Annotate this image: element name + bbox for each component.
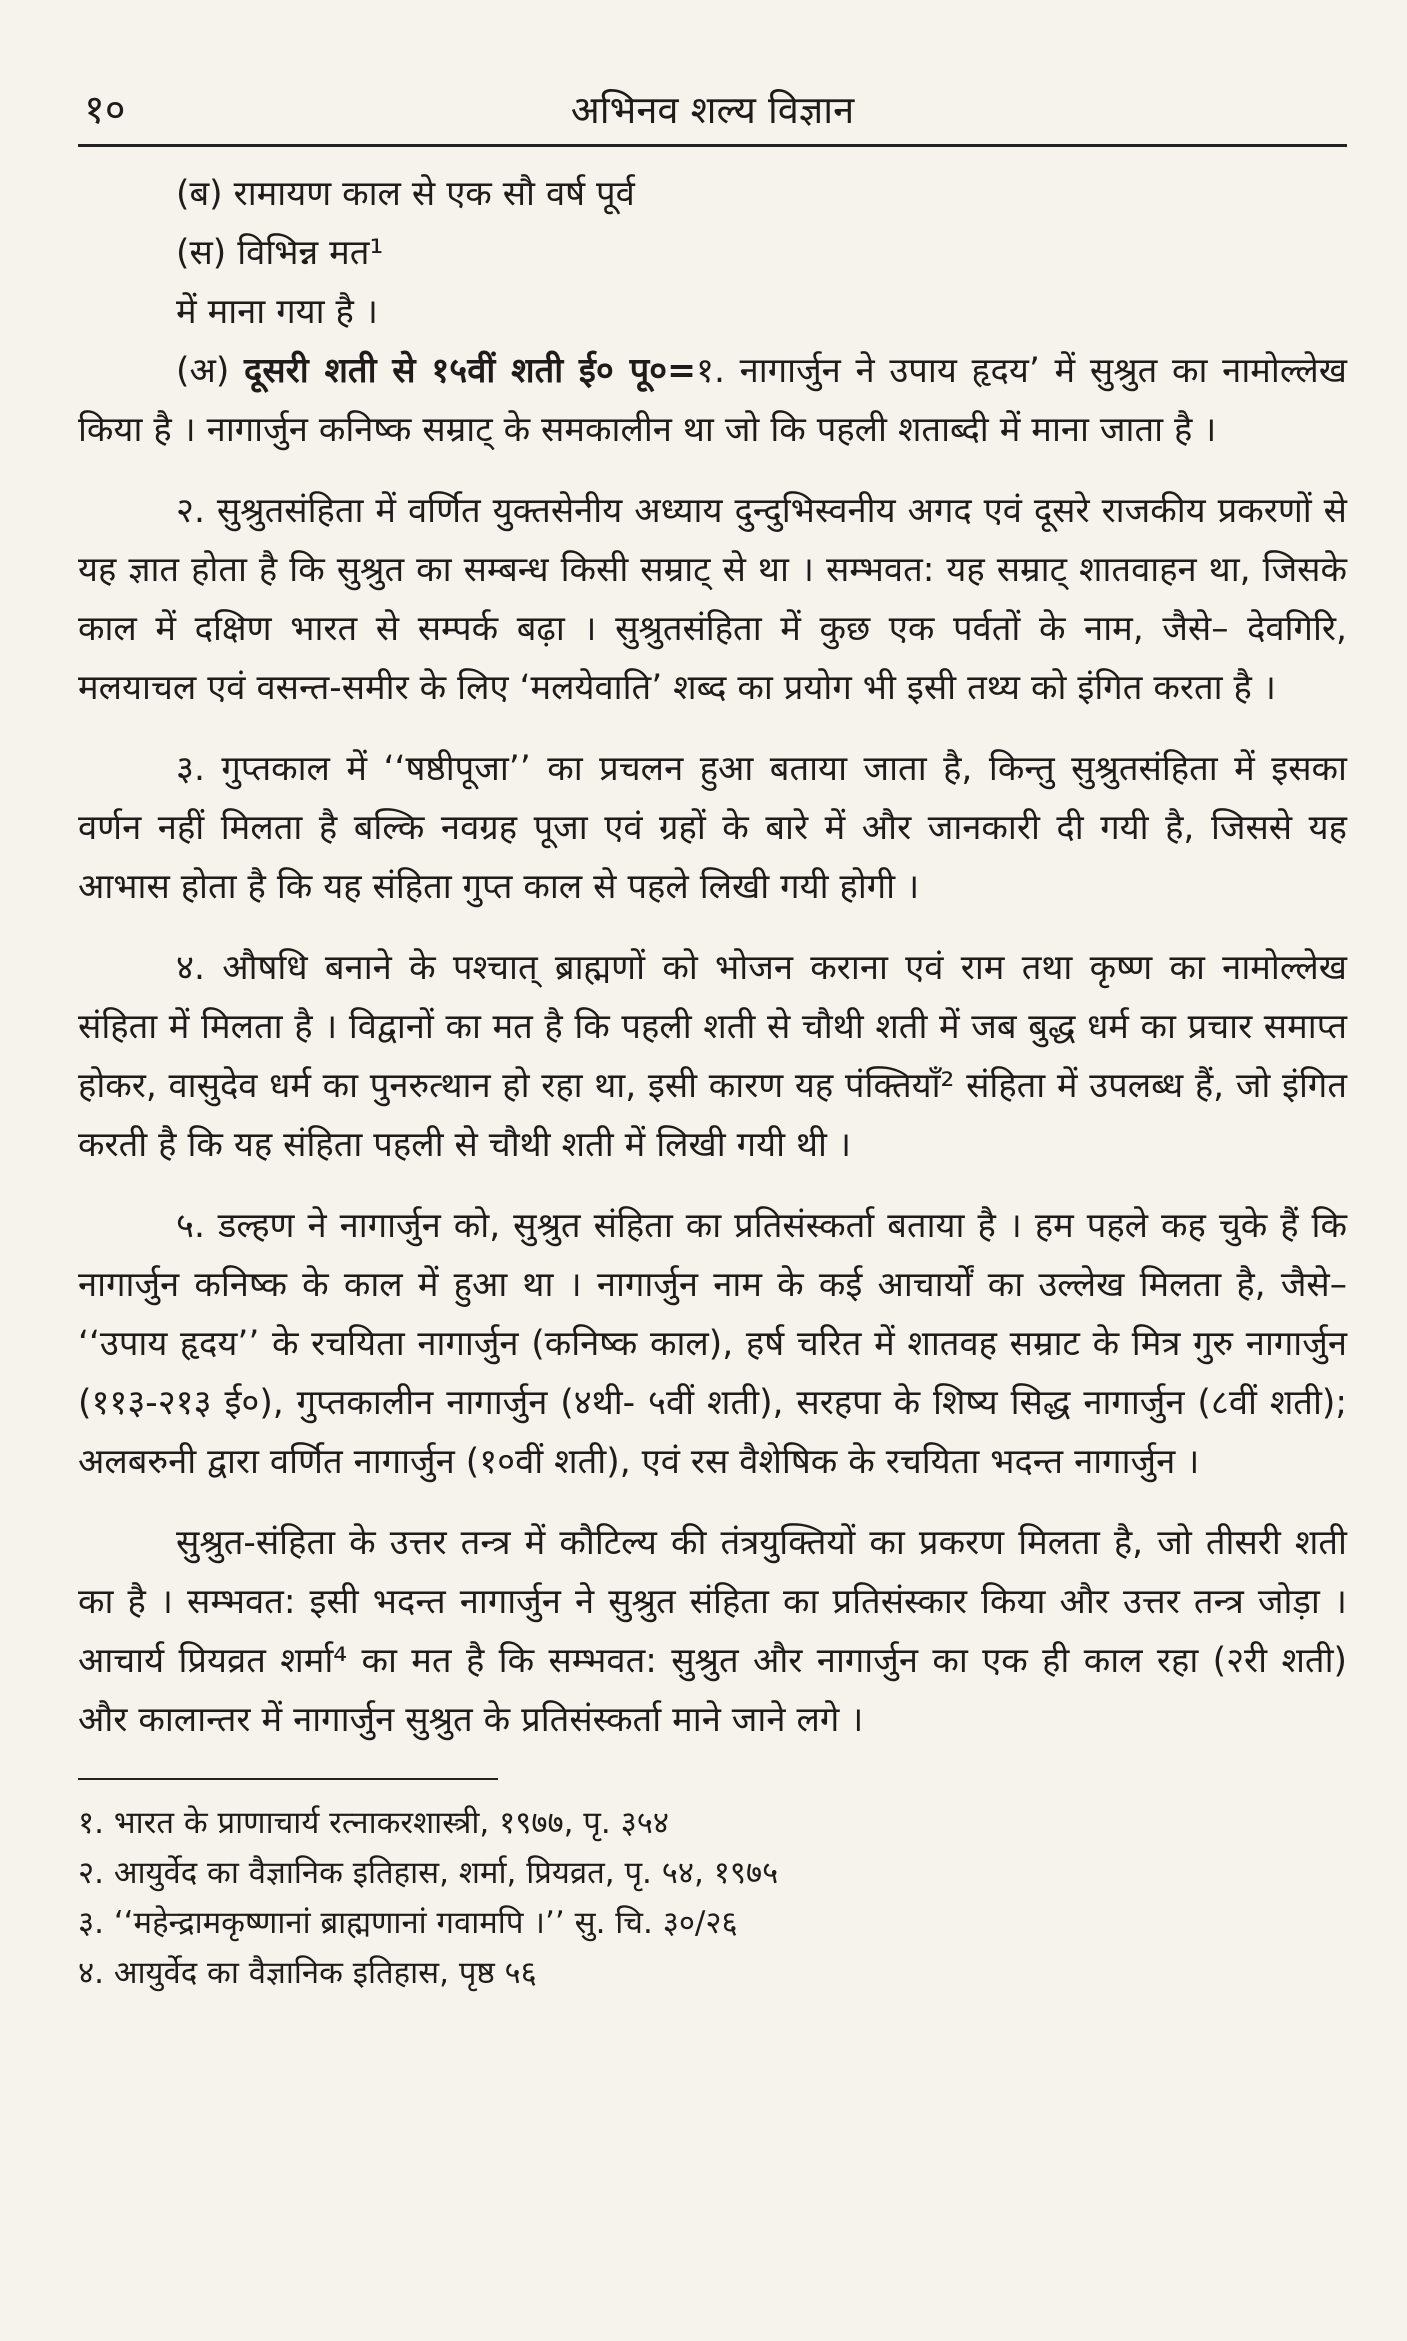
footnote-3: ३. ‘‘महेन्द्रामकृष्णानां ब्राह्मणानां गवामपि ।’’ सु. चि. ३०/२६ <box>78 1905 738 1941</box>
footnote-1: १. भारत के प्राणाचार्य रत्नाकरशास्त्री, १९७७, पृ. ३५४ <box>78 1805 669 1841</box>
list-continuation: में माना गया है । <box>176 292 378 332</box>
paragraph-4: ४. औषधि बनाने के पश्चात् ब्राह्मणों को भोजन कराना एवं राम तथा कृष्ण का नामोल्लेख संहिता में मिलता है । विद्वानों का मत है कि पहली शती से चौथी शती में जब बुद्ध धर्म का प्रचार समाप्त होकर, वासुदेव धर्म का पुनरुत्थान हो रहा था, इसी कारण यह पंक्तियाँ² संहिता में उपलब्ध हैं, जो इंगित करती है कि यह संहिता पहली से चौथी शती में लिखी गयी थी । <box>78 948 1347 1165</box>
list-item-s: (स) विभिन्न मत¹ <box>176 233 384 273</box>
footnotes <box>78 1798 1347 1998</box>
page-number: १० <box>84 87 126 133</box>
footnote-divider <box>78 1778 498 1780</box>
page-header <box>78 80 1347 147</box>
section-a-heading: दूसरी शती से १५वीं शती ई० पू०= <box>244 351 697 391</box>
section-a-text: १. नागार्जुन ने उपाय हृदय’ में सुश्रुत का नामोल्लेख किया है । नागार्जुन कनिष्क सम्राट् के समकालीन था जो कि पहली शताब्दी में माना जाता है । <box>78 351 1347 450</box>
page-body <box>78 165 1347 1998</box>
paragraph-5: ५. डल्हण ने नागार्जुन को, सुश्रुत संहिता का प्रतिसंस्कर्ता बताया है । हम पहले कह चुके हैं कि नागार्जुन कनिष्क के काल में हुआ था । नागार्जुन नाम के कई आचार्यों का उल्लेख मिलता है, जैसे– ‘‘उपाय हृदय’’ के रचयिता नागार्जुन (कनिष्क काल), हर्ष चरित में शातवह सम्राट के मित्र गुरु नागार्जुन (११३-२१३ ई०), गुप्तकालीन नागार्जुन (४थी- ५वीं शती), सरहपा के शिष्य सिद्ध नागार्जुन (८वीं शती); अलबरुनी द्वारा वर्णित नागार्जुन (१०वीं शती), एवं रस वैशेषिक के रचयिता भदन्त नागार्जुन । <box>78 1206 1347 1482</box>
footnote-4: ४. आयुर्वेद का वैज्ञानिक इतिहास, पृष्ठ ५६ <box>78 1955 537 1991</box>
section-a-lead: (अ) <box>176 351 230 391</box>
section-a-paragraph <box>78 342 1347 460</box>
running-title: अभिनव शल्य विज्ञान <box>570 88 855 132</box>
list-item-b: (ब) रामायण काल से एक सौ वर्ष पूर्व <box>176 174 635 214</box>
paragraph-uttar-tantra: सुश्रुत-संहिता के उत्तर तन्त्र में कौटिल्य की तंत्रयुक्तियों का प्रकरण मिलता है, जो तीसरी शती का है । सम्भवत: इसी भदन्त नागार्जुन ने सुश्रुत संहिता का प्रतिसंस्कार किया और उत्तर तन्त्र जोड़ा । आचार्य प्रियव्रत शर्मा⁴ का मत है कि सम्भवत: सुश्रुत और नागार्जुन का एक ही काल रहा (२री शती) और कालान्तर में नागार्जुन सुश्रुत के प्रतिसंस्कर्ता माने जाने लगे । <box>78 1523 1347 1740</box>
paragraph-3: ३. गुप्तकाल में ‘‘षष्ठीपूजा’’ का प्रचलन हुआ बताया जाता है, किन्तु सुश्रुतसंहिता में इसका वर्णन नहीं मिलता है बल्कि नवग्रह पूजा एवं ग्रहों के बारे में और जानकारी दी गयी है, जिससे यह आभास होता है कि यह संहिता गुप्त काल से पहले लिखी गयी होगी । <box>78 749 1347 907</box>
paragraph-2: २. सुश्रुतसंहिता में वर्णित युक्तसेनीय अध्याय दुन्दुभिस्वनीय अगद एवं दूसरे राजकीय प्रकरणों से यह ज्ञात होता है कि सुश्रुत का सम्बन्ध किसी सम्राट् से था । सम्भवत: यह सम्राट् शातवाहन था, जिसके काल में दक्षिण भारत से सम्पर्क बढ़ा । सुश्रुतसंहिता में कुछ एक पर्वतों के नाम, जैसे– देवगिरि, मलयाचल एवं वसन्त-समीर के लिए ‘मलयेवाति’ शब्द का प्रयोग भी इसी तथ्य को इंगित करता है । <box>78 491 1347 708</box>
footnote-2: २. आयुर्वेद का वैज्ञानिक इतिहास, शर्मा, प्रियव्रत, पृ. ५४, १९७५ <box>78 1855 779 1891</box>
